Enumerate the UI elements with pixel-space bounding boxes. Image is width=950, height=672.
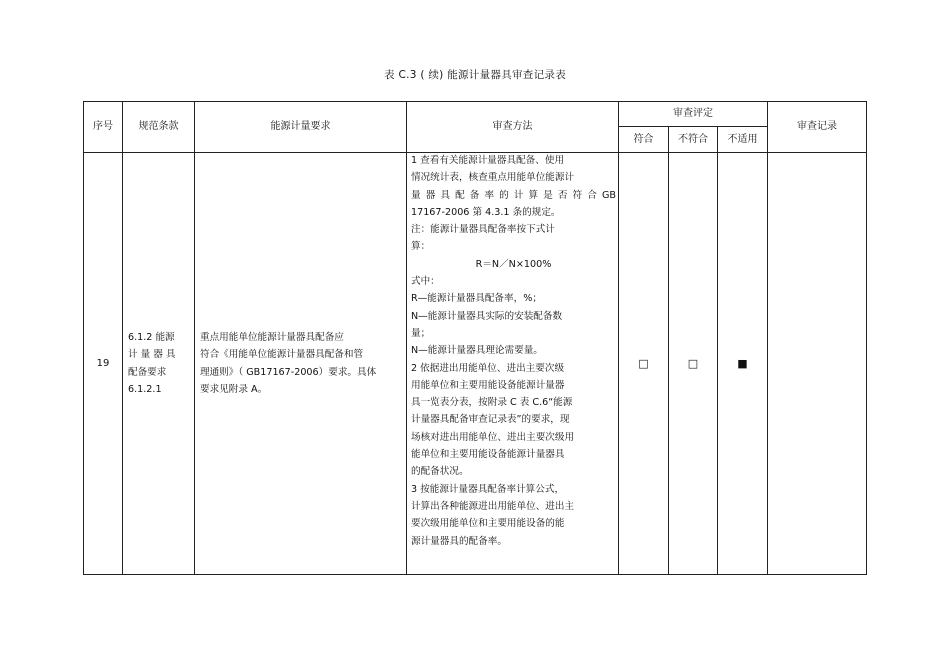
col-divider [406, 101, 407, 575]
col-divider [122, 101, 123, 575]
col-divider [194, 101, 195, 575]
method-line: 的配备状况。 [411, 466, 469, 478]
method-line: 用能单位和主要用能设备能源计量器 [411, 379, 565, 391]
method-line: 1 查看有关能源计量器具配备、使用 [411, 155, 565, 166]
method-line: 计算出各种能源进出用能单位、进出主 [411, 500, 575, 512]
method-line: 量 器 具 配 备 率 的 计 算 是 否 符 合 GB [411, 189, 616, 201]
requirement-line: 符合《用能单位能源计量器具配备和管 [200, 349, 364, 361]
row-method [411, 152, 616, 550]
method-line: 情况统计表，核查重点用能单位能源计 [411, 172, 575, 184]
header-method: 审查方法 [492, 121, 533, 132]
header-conform: 符合 [633, 133, 654, 145]
method-line: 3 按能源计量器具配备率计算公式， [411, 483, 565, 495]
method-line: 要次级用能单位和主要用能设备的能 [411, 518, 565, 530]
method-line: 2 依据进出用能单位、进出主要次级 [411, 362, 565, 374]
header-na: 不适用 [727, 133, 758, 145]
requirement-line: 要求见附录 A。 [200, 383, 268, 395]
method-line: 源计量器具的配备率。 [411, 535, 507, 547]
table-title: 表 C.3 ( 续) 能源计量器具审查记录表 [384, 69, 566, 81]
header-seq: 序号 [93, 121, 113, 132]
clause-line: 6.1.2 能源 [128, 332, 175, 343]
row-seq: 19 [96, 357, 110, 369]
clause-line: 6.1.2.1 [128, 383, 162, 395]
requirement-line: 重点用能单位能源计量器具配备应 [200, 332, 344, 343]
na-checkbox: ■ [737, 356, 748, 370]
method-line: R—能源计量器具配备率，%； [411, 293, 542, 305]
method-line: 量； [411, 327, 431, 339]
method-line: 场核对进出用能单位、进出主要次级用 [411, 431, 575, 443]
method-line: 算： [411, 241, 431, 253]
row-requirement [200, 329, 404, 398]
method-line: 能单位和主要用能设备能源计量器具 [411, 449, 565, 461]
conform-checkbox: □ [638, 356, 649, 370]
method-line: 计量器具配备审查记录表”的要求，现 [411, 414, 570, 426]
header-evaluation: 审查评定 [673, 108, 713, 119]
table-bottom-border [83, 574, 867, 575]
requirement-line: 理通则》（ GB17167-2006）要求。具体 [200, 366, 377, 378]
header-clause: 规范条款 [138, 121, 179, 132]
header-requirement: 能源计量要求 [270, 121, 331, 132]
header-record: 审查记录 [797, 121, 837, 132]
audit-record-table [83, 101, 867, 575]
clause-line: 配备要求 [128, 366, 167, 378]
method-line: 式中： [411, 276, 440, 288]
method-formula: R＝N／N×100% [475, 258, 552, 270]
clause-line: 计 量 器 具 [128, 349, 176, 361]
method-line: 17167-2006 第 4.3.1 条的规定。 [411, 206, 561, 218]
method-line: N—能源计量器具实际的安装配备数 [411, 310, 563, 322]
method-line: 具一览表分表，按附录 C 表 C.6“能源 [411, 397, 573, 409]
row-record [768, 153, 866, 574]
method-line: 注：能源计量器具配备率按下式计 [411, 224, 555, 236]
table-right-border [866, 101, 867, 575]
header-nonconform: 不符合 [678, 133, 708, 145]
method-line: N—能源计量器具理论需要量。 [411, 345, 543, 357]
nonconform-checkbox: □ [687, 356, 699, 370]
row-clause [128, 329, 192, 398]
